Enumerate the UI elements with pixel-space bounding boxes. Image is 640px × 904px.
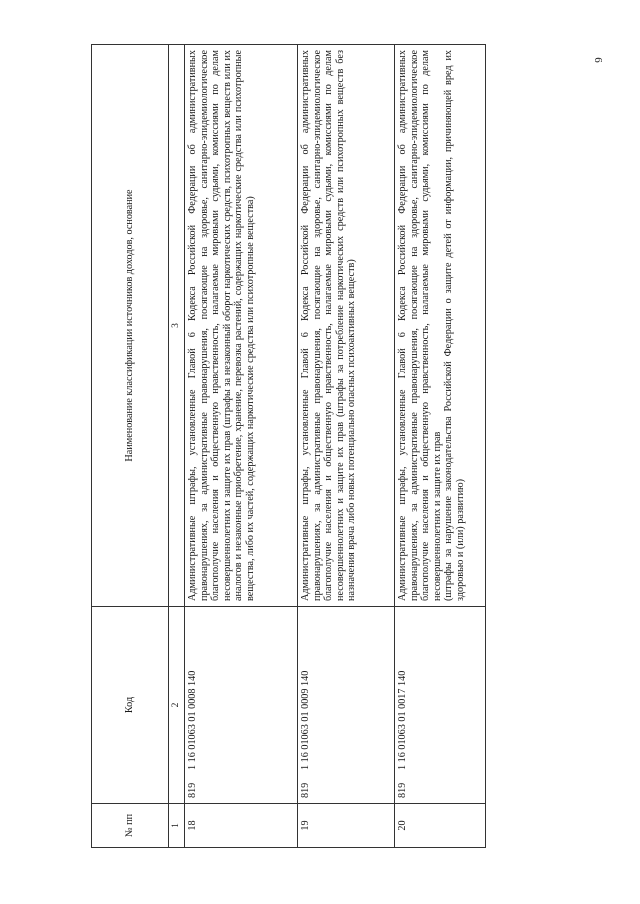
org-code: 819 xyxy=(300,782,311,798)
column-index-row xyxy=(169,45,185,848)
row-number: 18 xyxy=(185,804,298,848)
row-number: 20 xyxy=(395,804,486,848)
row-description-cell xyxy=(395,45,486,607)
row-description: Административные штрафы, установленные Главой 6 Кодекса Российской Федерации об административных правонарушениях, за административные правонарушения, посягающие на здоровье, санитарно-эпидемиологическое благополучие населения и общественную нравственность, налагаемые мировыми судьями, комиссиями по делам несовершеннолетних и защите их прав xyxy=(397,50,443,601)
column-index: 2 xyxy=(169,607,185,804)
row-code-cell xyxy=(395,607,486,804)
org-code: 819 xyxy=(187,782,198,798)
column-index: 3 xyxy=(169,45,185,607)
org-code: 819 xyxy=(397,782,408,798)
page-number: 6 xyxy=(592,57,604,63)
row-code-cell xyxy=(185,607,298,804)
row-note: (штрафы за нарушение законодательства Российской Федерации о защите детей от информации, причиняющей вред их здоровью и (или) развитию) xyxy=(443,50,466,601)
revenue-code: 1 16 01063 01 0009 140 xyxy=(300,670,311,770)
table-row xyxy=(298,45,395,848)
row-description: Административные штрафы, установленные Главой 6 Кодекса Российской Федерации об административных правонарушениях, за административные правонарушения, посягающие на здоровье, санитарно-эпидемиологическое благополучие населения и общественную нравственность, налагаемые мировыми судьями, комиссиями по делам несовершеннолетних и защите их прав (штрафы за потребление наркотических средств или психотропных веществ без назначения врача либо новых потенциально опасных психоактивных веществ) xyxy=(298,45,395,607)
header-code: Код xyxy=(92,607,169,804)
table-row xyxy=(395,45,486,848)
table-header-row xyxy=(92,45,169,848)
revenue-code: 1 16 01063 01 0008 140 xyxy=(187,670,198,770)
row-number: 19 xyxy=(298,804,395,848)
column-index: 1 xyxy=(169,804,185,848)
header-num: № пп xyxy=(92,804,169,848)
row-code-cell xyxy=(298,607,395,804)
rotated-table-container xyxy=(91,44,489,848)
table-row xyxy=(185,45,298,848)
row-description: Административные штрафы, установленные Главой 6 Кодекса Российской Федерации об административных правонарушениях, за административные правонарушения, посягающие на здоровье, санитарно-эпидемиологическое благополучие населения и общественную нравственность, налагаемые мировыми судьями, комиссиями по делам несовершеннолетних и защите их прав (штрафы за незаконный оборот наркотических средств, психотропных веществ или их аналогов и незаконные приобретение, хранение, перевозка растений, содержащих наркотические средства или психотропные вещества, либо их частей, содержащих наркотические средства или психотропные вещества) xyxy=(185,45,298,607)
header-name: Наименование классификации источников доходов, основание xyxy=(92,45,169,607)
revenue-classification-table xyxy=(91,44,486,848)
revenue-code: 1 16 01063 01 0017 140 xyxy=(397,670,408,770)
